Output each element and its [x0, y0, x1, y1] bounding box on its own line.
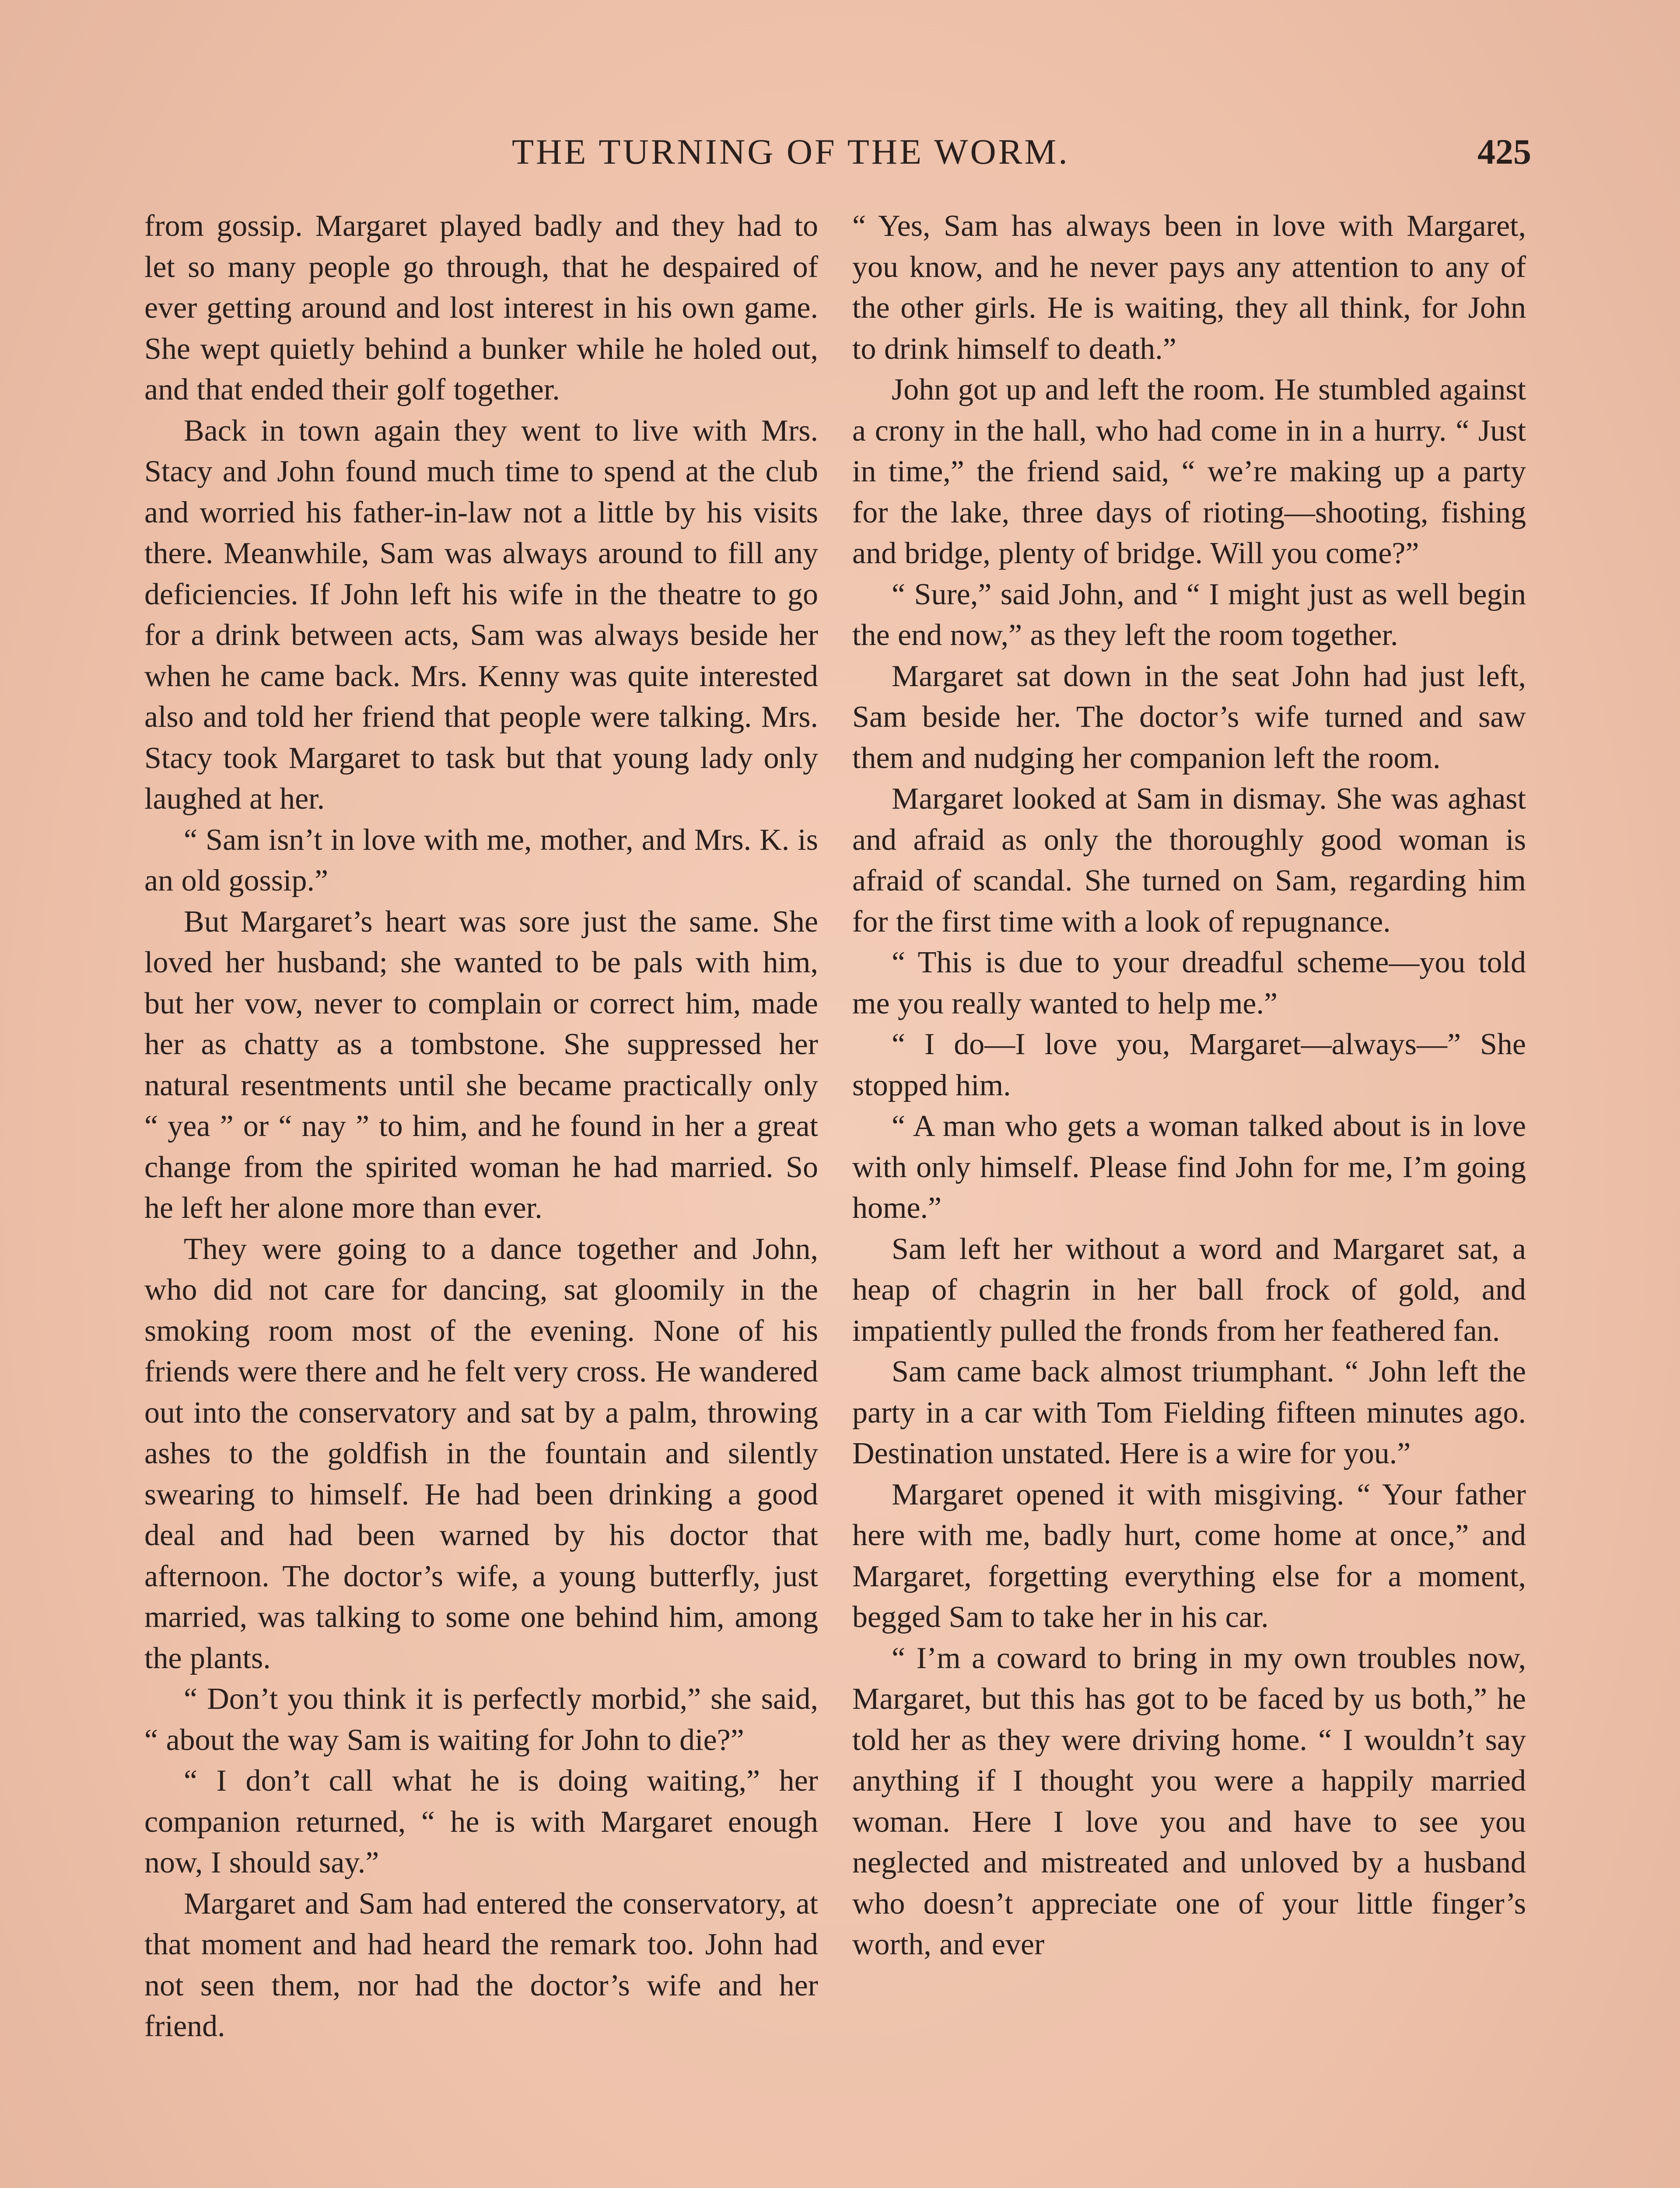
paragraph: “ Sure,” said John, and “ I might just as well begin the end now,” as they left the room together. — [852, 577, 1526, 652]
paragraph: “ I’m a coward to bring in my own troubles now, Margaret, but this has got to be faced by us both,” he told her as they were driving home. “ I wouldn’t say anything if I thought you were a happily married woman. Here I love you and have to see you neglected and mistreated and unloved by a husband who doesn’t appreciate one of your little finger’s worth, and ever — [852, 1641, 1526, 1961]
paragraph: Back in town again they went to live with Mrs. Stacy and John found much time to spend at the club and worried his father-in-law not a little by his visits there. Meanwhile, Sam was always around to fill any deficiencies. If John left his wife in the theatre to go for a drink between acts, Sam was always beside her when he came back. Mrs. Kenny was quite interested also and told her friend that people were talking. Mrs. Stacy took Margaret to task but that young lady only laughed at her. — [144, 414, 818, 816]
paragraph: “ Don’t you think it is perfectly morbid,” she said, “ about the way Sam is waiting for John to die?” — [144, 1682, 818, 1757]
paragraph: “ Sam isn’t in love with me, mother, and Mrs. K. is an old gossip.” — [144, 823, 818, 898]
running-title: THE TURNING OF THE WORM. — [512, 132, 1070, 172]
paragraph: “ I do—I love you, Margaret—always—” She stopped him. — [852, 1027, 1526, 1102]
paragraph: Margaret looked at Sam in dismay. She was aghast and afraid as only the thoroughly good woman is afraid of scandal. She turned on Sam, regarding him for the first time with a look of repugnance. — [852, 782, 1526, 939]
paragraph: “ A man who gets a woman talked about is in love with only himself. Please find John for me, I’m going home.” — [852, 1109, 1526, 1225]
page-number: 425 — [1477, 132, 1531, 172]
paragraph: They were going to a dance together and John, who did not care for dancing, sat gloomily in the smoking room most of the evening. None of his friends were there and he felt very cross. He wandered out into the conservatory and sat by a palm, throwing ashes to the goldfish in the fountain and silently swearing to himself. He had been drinking a good deal and had been warned by his doctor that afternoon. The doctor’s wife, a young butterfly, just married, was talking to some one behind him, among the plants. — [144, 1232, 818, 1675]
paragraph: Margaret sat down in the seat John had just left, Sam beside her. The doctor’s wife turned and saw them and nudging her companion left the room. — [852, 659, 1526, 775]
right-column — [852, 206, 1526, 2188]
paragraph: But Margaret’s heart was sore just the same. She loved her husband; she wanted to be pals with him, but her vow, never to complain or correct him, made her as chatty as a tombstone. She suppressed her natural resentments until she became practically only “ yea ” or “ nay ” to him, and he found in her a great change from the spirited woman he had married. So he left her alone more than ever. — [144, 905, 818, 1225]
left-column — [144, 206, 818, 2188]
paragraph: Margaret and Sam had entered the conservatory, at that moment and had heard the remark too. John had not seen them, nor had the doctor’s wife and her friend. — [144, 1886, 818, 2043]
paragraph: from gossip. Margaret played badly and they had to let so many people go through, that he despaired of ever getting around and lost interest in his own game. She wept quietly behind a bunker while he holed out, and that ended their golf together. — [144, 209, 818, 407]
paragraph: “ This is due to your dreadful scheme—you told me you really wanted to help me.” — [852, 946, 1526, 1020]
page-header — [144, 131, 1531, 179]
paragraph: “ Yes, Sam has always been in love with Margaret, you know, and he never pays any attention to any of the other girls. He is waiting, they all think, for John to drink himself to death.” — [852, 209, 1526, 366]
paragraph: “ I don’t call what he is doing waiting,” her companion returned, “ he is with Margaret enough now, I should say.” — [144, 1764, 818, 1879]
paragraph: John got up and left the room. He stumbled against a crony in the hall, who had come in in a hurry. “ Just in time,” the friend said, “ we’re making up a party for the lake, three days of rioting—shooting, fishing and bridge, plenty of bridge. Will you come?” — [852, 373, 1526, 570]
paragraph: Margaret opened it with misgiving. “ Your father here with me, badly hurt, come home at once,” and Margaret, forgetting everything else for a moment, begged Sam to take her in his car. — [852, 1477, 1526, 1634]
paragraph: Sam came back almost triumphant. “ John left the party in a car with Tom Fielding fifteen minutes ago. Destination unstated. Here is a wire for you.” — [852, 1355, 1526, 1470]
paragraph: Sam left her without a word and Margaret sat, a heap of chagrin in her ball frock of gold, and impatiently pulled the fronds from her feathered fan. — [852, 1232, 1526, 1348]
